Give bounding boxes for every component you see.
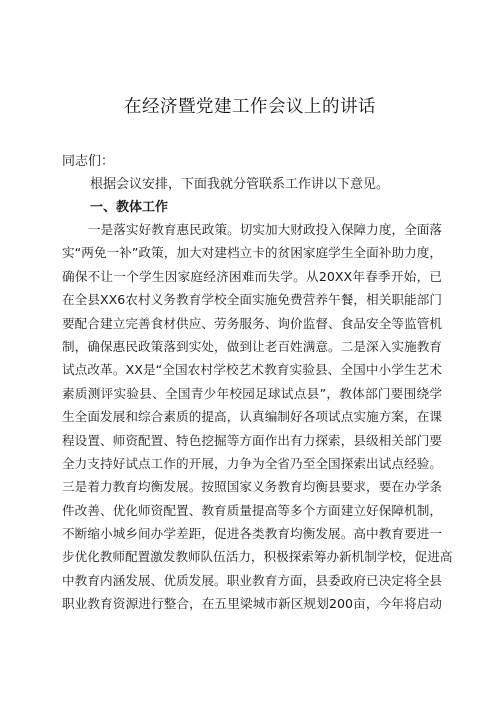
text-line: 要配合建立完善食材供应、劳务服务、询价监督、食品安全等监管机 (62, 315, 442, 331)
text-line: 制，确保惠民政策落到实处，做到让老百姓满意。二是深入实施教育 (62, 338, 442, 354)
body-paragraph (62, 218, 453, 616)
section-heading: 一、教体工作 (90, 200, 169, 215)
document-title: 在经济暨党建工作会议上的讲话 (124, 97, 376, 117)
text-line: 中教育内涵发展、优质发展。职业教育方面，县委政府已决定将全县 (62, 572, 442, 588)
text-line: 一是落实好教育惠民政策。切实加大财政投入保障力度，全面落 (88, 222, 442, 237)
text-line: 全力支持好试点工作的开展，力争为全省乃至全国探索出试点经验。 (62, 455, 442, 471)
text-line: 件改善、优化师资配置、教育质量提高等多个方面建立好保障机制， (62, 502, 442, 518)
text-line: 步优化教师配置激发教师队伍活力，积极探索筹办新机制学校，促进高 (62, 549, 453, 565)
text-line: 试点改革。XX是“全国农村学校艺术教育实验县、全国中小学生艺术 (62, 362, 442, 378)
text-line: 在全县XX6农村义务教育学校全面实施免费营养午餐，相关职能部门 (62, 292, 442, 308)
text-line: 实“两免一补”政策，加大对建档立卡的贫困家庭学生全面补助力度， (62, 245, 442, 261)
intro-paragraph: 根据会议安排，下面我就分管联系工作讲以下意见。 (90, 177, 390, 192)
salutation: 同志们： (62, 154, 115, 169)
text-line: 职业教育资源进行整合，在五里梁城市新区规划200亩，今年将启动 (62, 596, 442, 612)
text-line: 不断缩小城乡间办学差距，促进各类教育均衡发展。高中教育要进一 (62, 526, 442, 542)
text-line: 确保不让一个学生因家庭经济困难而失学。从20XX年春季开始，已 (62, 268, 442, 284)
text-line: 生全面发展和综合素质的提高，认真编制好各项试点实施方案，在课 (62, 409, 442, 425)
text-line: 三是着力教育均衡发展。按照国家义务教育均衡县要求，要在办学条 (62, 479, 442, 495)
text-line: 素质测评实验县、全国青少年校园足球试点县”，教体部门要围绕学 (62, 385, 442, 401)
text-line: 程设置、师资配置、特色挖掘等方面作出有力探索，县级相关部门要 (62, 432, 442, 448)
